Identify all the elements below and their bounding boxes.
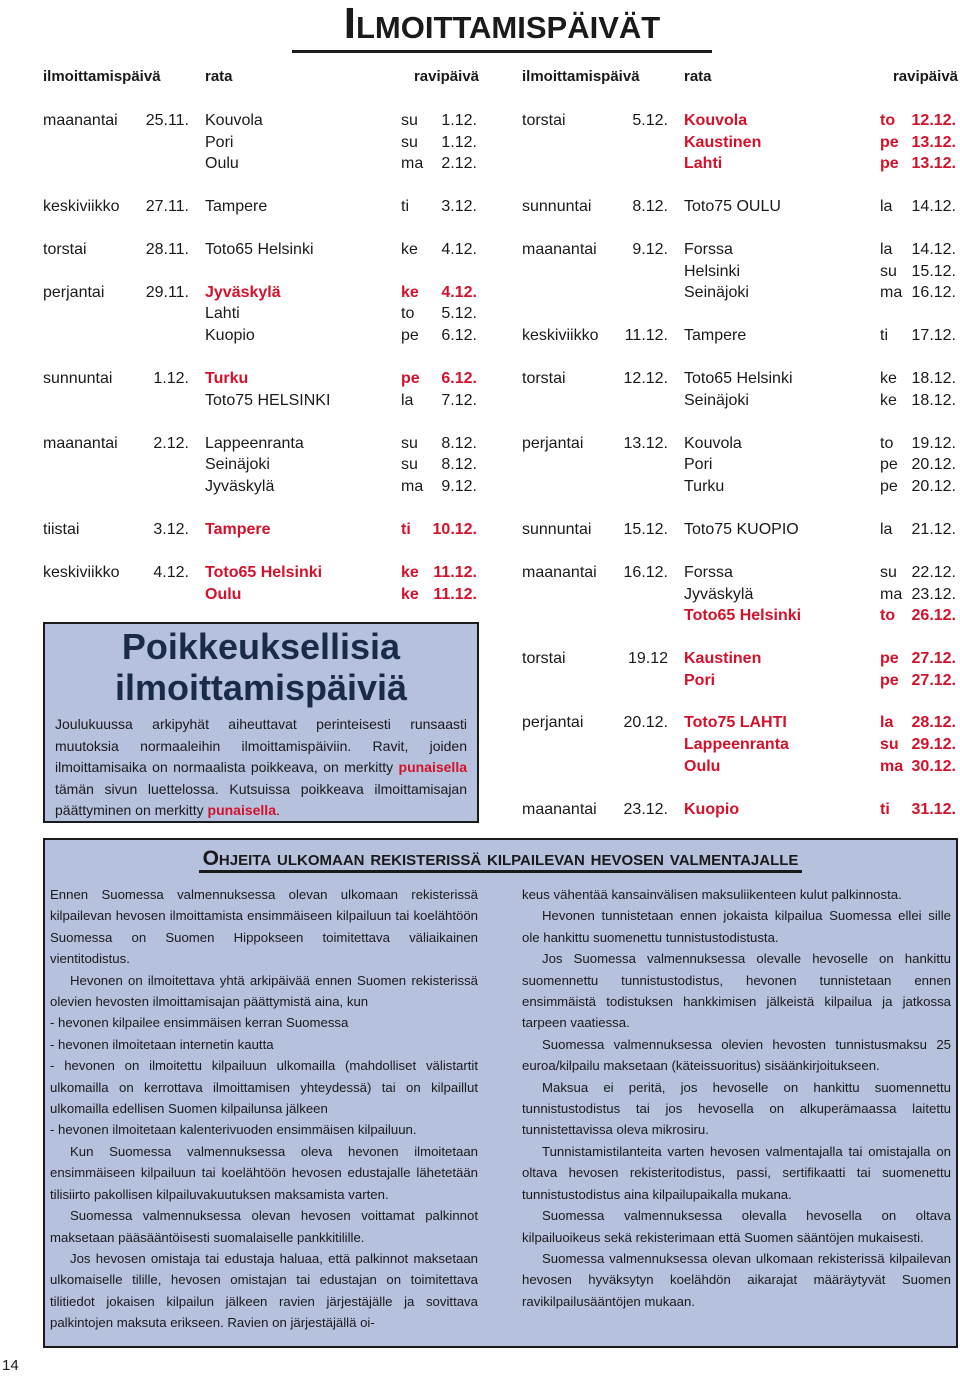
- race-day-cell: su: [880, 564, 897, 581]
- track-cell: Toto65 Helsinki: [684, 607, 802, 624]
- track-cell: Tampere: [205, 521, 271, 538]
- race-day-cell: ke: [880, 392, 897, 409]
- header-reg-day: ilmoittamispäivä: [43, 68, 161, 85]
- track-cell: Oulu: [684, 758, 721, 775]
- race-date-cell: 8.12.: [441, 456, 477, 473]
- track-cell: Forssa: [684, 241, 733, 258]
- notice-text: [55, 714, 467, 822]
- race-date-cell: 27.12.: [911, 650, 956, 667]
- race-day-cell: pe: [880, 478, 898, 495]
- race-date-cell: 13.12.: [911, 134, 956, 151]
- race-date-cell: 16.12.: [911, 284, 956, 301]
- track-cell: Toto65 Helsinki: [205, 564, 323, 581]
- track-cell: Lahti: [684, 155, 723, 172]
- race-day-cell: ke: [880, 370, 897, 387]
- schedule-row: [522, 455, 958, 475]
- race-day-cell: pe: [880, 650, 899, 667]
- track-cell: Toto75 OULU: [684, 198, 781, 215]
- race-date-cell: 8.12.: [441, 435, 477, 452]
- date-cell: 5.12.: [632, 112, 668, 129]
- schedule-row: [522, 197, 958, 217]
- track-cell: Kuopio: [684, 801, 740, 818]
- race-day-cell: ma: [880, 284, 903, 301]
- day-cell: maanantai: [43, 435, 118, 452]
- race-day-cell: pe: [880, 155, 899, 172]
- guide-paragraph: Kun Suomessa valmennuksessa oleva hevonen ilmoitetaan ensimmäiseen kilpailuun tai koelähtöön hevosen edustajalle lähetetään tilisiirto pakollisen kilpailuvakuutuksen maksamista varten.: [50, 1143, 478, 1202]
- schedule-row: [522, 133, 958, 153]
- race-date-cell: 22.12.: [911, 564, 956, 581]
- race-day-cell: to: [401, 305, 415, 322]
- race-date-cell: 23.12.: [911, 586, 956, 603]
- schedule-row: [43, 326, 479, 346]
- schedule-row: [43, 434, 479, 454]
- day-cell: maanantai: [522, 241, 597, 258]
- date-cell: 11.12.: [624, 327, 668, 344]
- page-title: Ilmoittamispäivät: [292, 0, 712, 53]
- guide-paragraph: - hevonen ilmoitetaan kalenterivuoden ensimmäisen kilpailuun.: [50, 1122, 417, 1138]
- race-date-cell: 4.12.: [441, 241, 477, 258]
- race-date-cell: 1.12.: [441, 112, 477, 129]
- day-cell: torstai: [522, 112, 566, 129]
- track-cell: Pori: [684, 456, 713, 473]
- guide-right-column: [522, 884, 951, 1312]
- race-date-cell: 18.12.: [911, 370, 956, 387]
- guide-heading-text: Ohjeita ulkomaan rekisterissä kilpailevan hevosen valmentajalle: [199, 847, 803, 873]
- race-date-cell: 6.12.: [441, 370, 477, 387]
- track-cell: Seinäjoki: [684, 392, 749, 409]
- track-cell: Oulu: [205, 586, 242, 603]
- guide-paragraph: Jos Suomessa valmennuksessa olevalle hevoselle on hankittu suomennettu tunnistustodistus, hevonen tunnistetaan ennen ensimmäistä todistuksen hankkimisen jälkeistä kilpailua ja jatkossa tarpeen vaatiessa.: [522, 951, 951, 1031]
- race-day-cell: pe: [880, 456, 898, 473]
- day-cell: perjantai: [522, 435, 584, 452]
- notice-text-part: .: [275, 802, 280, 818]
- track-cell: Kouvola: [684, 435, 742, 452]
- schedule-row: [522, 391, 958, 411]
- track-cell: Kaustinen: [684, 134, 762, 151]
- race-day-cell: ma: [880, 758, 904, 775]
- track-cell: Kuopio: [205, 327, 255, 344]
- track-cell: Forssa: [684, 564, 733, 581]
- day-cell: maanantai: [43, 112, 118, 129]
- race-date-cell: 21.12.: [911, 521, 956, 538]
- day-cell: sunnuntai: [522, 198, 592, 215]
- race-day-cell: la: [880, 714, 894, 731]
- guide-paragraph: Hevonen on ilmoitettava yhtä arkipäivää ennen Suomen rekisterissä olevien hevosten ilmoittamisajan päättymistä aina, kun: [50, 972, 478, 1010]
- notice-red-word: punaisella: [398, 759, 467, 775]
- header-reg-day: ilmoittamispäivä: [522, 68, 640, 85]
- date-cell: 13.12.: [623, 435, 668, 452]
- race-date-cell: 30.12.: [911, 758, 956, 775]
- race-day-cell: pe: [880, 134, 899, 151]
- race-day-cell: to: [880, 435, 894, 452]
- track-cell: Pori: [684, 672, 716, 689]
- day-cell: maanantai: [522, 801, 597, 818]
- race-date-cell: 5.12.: [441, 305, 477, 322]
- race-date-cell: 3.12.: [441, 198, 477, 215]
- date-cell: 1.12.: [153, 370, 189, 387]
- schedule-row: [43, 563, 479, 583]
- schedule-row: [522, 713, 958, 733]
- date-cell: 3.12.: [153, 521, 189, 538]
- day-cell: keskiviikko: [43, 198, 120, 215]
- race-date-cell: 20.12.: [911, 478, 956, 495]
- page-number: 14: [2, 1357, 19, 1374]
- guide-paragraph: - hevonen on ilmoitettu kilpailuun ulkomailla (mahdolliset välistartit ulkomailla on kerrottava ilmoittamisen yhteydessä) tai on kilpaillut ulkomailla edellisen Suomen kilpailunsa jälkeen: [50, 1058, 478, 1117]
- date-cell: 19.12: [627, 650, 668, 667]
- race-date-cell: 15.12.: [911, 263, 956, 280]
- date-cell: 12.12.: [623, 370, 668, 387]
- race-day-cell: to: [880, 607, 896, 624]
- race-day-cell: la: [880, 241, 893, 258]
- race-date-cell: 6.12.: [441, 327, 477, 344]
- track-cell: Kouvola: [684, 112, 748, 129]
- track-cell: Lappeenranta: [684, 736, 789, 753]
- race-date-cell: 26.12.: [911, 607, 956, 624]
- day-cell: keskiviikko: [43, 564, 120, 581]
- race-date-cell: 11.12.: [433, 564, 477, 581]
- guide-paragraph: keus vähentää kansainvälisen maksuliikenteen kulut palkinnosta.: [522, 887, 902, 902]
- race-date-cell: 14.12.: [911, 241, 956, 258]
- race-date-cell: 12.12.: [911, 112, 956, 129]
- race-day-cell: ti: [401, 198, 409, 215]
- left-column-headers: [43, 64, 479, 90]
- guide-paragraph: Suomessa valmennuksessa olevalla hevosella on oltava kilpailuoikeus sekä rekisterimaan että Suomen sääntöjen mukaisesti.: [522, 1208, 951, 1245]
- date-cell: 27.11.: [145, 198, 189, 215]
- track-cell: Helsinki: [684, 263, 741, 280]
- day-cell: keskiviikko: [522, 327, 599, 344]
- schedule-row: [43, 520, 479, 540]
- race-day-cell: ke: [401, 284, 419, 301]
- race-day-cell: pe: [401, 327, 419, 344]
- guide-paragraph: Maksua ei peritä, jos hevoselle on hankittu suomennettu tunnistustodistus tai jos hevosella on alkuperämaassa laitettu tunnistettavissa oleva mikrosiru.: [522, 1079, 951, 1138]
- guide-paragraph: - hevonen ilmoitetaan internetin kautta: [50, 1036, 274, 1052]
- day-cell: perjantai: [43, 284, 105, 301]
- schedule-row: [522, 520, 958, 540]
- race-day-cell: pe: [401, 370, 420, 387]
- schedule-row: [522, 649, 958, 669]
- right-column-headers: [522, 64, 958, 90]
- date-cell: 23.12.: [623, 801, 668, 818]
- track-cell: Turku: [684, 478, 725, 495]
- day-cell: torstai: [522, 370, 566, 387]
- race-day-cell: su: [401, 435, 418, 452]
- date-cell: 9.12.: [632, 241, 668, 258]
- guide-paragraph: Suomessa valmennuksessa olevan hevosen voittamat palkinnot maksetaan pääsääntöisesti suomalaiselle pankkitilille.: [50, 1208, 478, 1245]
- schedule-row: [522, 434, 958, 454]
- race-day-cell: la: [880, 521, 893, 538]
- guide-left-column: [50, 884, 478, 1334]
- race-day-cell: su: [880, 736, 899, 753]
- track-cell: Toto65 Helsinki: [205, 241, 314, 258]
- schedule-row: [522, 154, 958, 174]
- header-race-day: ravipäivä: [892, 68, 958, 85]
- track-cell: Jyväskylä: [684, 586, 754, 603]
- schedule-row: [43, 197, 479, 217]
- schedule-row: [522, 563, 958, 583]
- race-date-cell: 1.12.: [441, 134, 477, 151]
- schedule-row: [43, 111, 479, 131]
- notice-red-word: punaisella: [207, 802, 276, 818]
- date-cell: 8.12.: [632, 198, 668, 215]
- guide-paragraph: Tunnistamistilanteita varten hevosen valmentajalla tai omistajalla on oltava hevosen rekisteritodistus, passi, sertifikaatti tai suomenettu tunnistustodistus aina kilpailupaikalla mukana.: [522, 1143, 951, 1202]
- guide-paragraph: Suomessa valmennuksessa olevien hevosten tunnistusmaksu 25 euroa/kilpailu maksetaan (käteissuoritus) sisäänkirjoitukseen.: [522, 1036, 951, 1074]
- race-day-cell: ma: [401, 478, 424, 495]
- race-day-cell: ke: [401, 586, 419, 603]
- day-cell: perjantai: [522, 714, 584, 731]
- race-date-cell: 18.12.: [911, 392, 956, 409]
- race-date-cell: 10.12.: [432, 521, 477, 538]
- schedule-row: [43, 455, 479, 475]
- schedule-row: [522, 671, 958, 691]
- schedule-row: [43, 133, 479, 153]
- header-track: rata: [205, 68, 233, 85]
- race-date-cell: 19.12.: [911, 435, 956, 452]
- schedule-row: [522, 111, 958, 131]
- schedule-row: [522, 262, 958, 282]
- track-cell: Lappeenranta: [205, 435, 304, 452]
- schedule-row: [43, 304, 479, 324]
- race-day-cell: ma: [401, 155, 424, 172]
- day-cell: tiistai: [43, 521, 80, 538]
- race-day-cell: su: [880, 263, 897, 280]
- day-cell: torstai: [522, 650, 566, 667]
- notice-text-part: Joulukuussa arkipyhät aiheuttavat perinteisesti runsaasti muutoksia normaaleihin ilmoittamispäiviin. Ravit, joiden ilmoittamisaika on normaalista poikkeava, on merkitty: [55, 716, 467, 775]
- race-date-cell: 28.12.: [911, 714, 956, 731]
- schedule-row: [522, 800, 958, 820]
- track-cell: Seinäjoki: [205, 456, 270, 473]
- track-cell: Kouvola: [205, 112, 263, 129]
- track-cell: Oulu: [205, 155, 239, 172]
- date-cell: 29.11.: [145, 284, 189, 301]
- schedule-row: [522, 283, 958, 303]
- guide-paragraph: - hevonen kilpailee ensimmäisen kerran Suomessa: [50, 1015, 349, 1031]
- date-cell: 20.12.: [623, 714, 668, 731]
- race-day-cell: la: [401, 392, 414, 409]
- track-cell: Turku: [205, 370, 249, 387]
- track-cell: Toto65 Helsinki: [684, 370, 793, 387]
- track-cell: Lahti: [205, 305, 240, 322]
- race-day-cell: su: [401, 112, 418, 129]
- race-day-cell: ke: [401, 241, 418, 258]
- race-date-cell: 17.12.: [911, 327, 956, 344]
- race-date-cell: 11.12.: [433, 586, 477, 603]
- notice-heading-line1: Poikkeuksellisia: [121, 626, 401, 667]
- guide-box: [43, 838, 958, 1348]
- day-cell: sunnuntai: [43, 370, 113, 387]
- race-day-cell: ma: [880, 586, 903, 603]
- race-date-cell: 13.12.: [911, 155, 956, 172]
- header-race-day: ravipäivä: [413, 68, 479, 85]
- track-cell: Pori: [205, 134, 234, 151]
- day-cell: sunnuntai: [522, 521, 592, 538]
- notice-text-part: tämän sivun luettelossa. Kutsuissa poikkeava ilmoittamisajan päättyminen on merkitty: [55, 780, 467, 818]
- race-date-cell: 29.12.: [911, 736, 956, 753]
- guide-paragraph: Suomessa valmennuksessa olevan ulkomaan rekisterissä kilpailevan hevosen hyväksytyn koelähdön aikarajat määräytyvät Suomen ravikilpailusääntöjen mukaan.: [522, 1250, 951, 1309]
- date-cell: 4.12.: [153, 564, 189, 581]
- schedule-row: [522, 606, 958, 626]
- guide-paragraph: Ennen Suomessa valmennuksessa olevan ulkomaan rekisterissä kilpailevan hevosen ilmoittamista ensimmäiseen kilpailuun tai koelähtöön Suomessa on Suomen Hippokseen toimitettava väliaikainen vientitodistus.: [50, 887, 478, 967]
- schedule-row: [43, 477, 479, 497]
- schedule-row: [43, 585, 479, 605]
- guide-paragraph: Hevonen tunnistetaan ennen jokaista kilpailua Suomessa ellei sille ole hankittu suomenettu tunnistustodistusta.: [522, 908, 951, 945]
- header-track: rata: [684, 68, 712, 85]
- day-cell: torstai: [43, 241, 87, 258]
- schedule-row: [43, 283, 479, 303]
- race-day-cell: su: [401, 134, 418, 151]
- race-date-cell: 2.12.: [441, 155, 477, 172]
- date-cell: 15.12.: [623, 521, 668, 538]
- date-cell: 28.11.: [145, 241, 189, 258]
- race-date-cell: 27.12.: [911, 672, 956, 689]
- track-cell: Toto75 KUOPIO: [684, 521, 799, 538]
- race-date-cell: 4.12.: [441, 284, 477, 301]
- race-date-cell: 14.12.: [911, 198, 956, 215]
- race-day-cell: to: [880, 112, 896, 129]
- schedule-row: [43, 391, 479, 411]
- race-date-cell: 20.12.: [911, 456, 956, 473]
- schedule-row: [522, 585, 958, 605]
- track-cell: Jyväskylä: [205, 478, 275, 495]
- race-day-cell: la: [880, 198, 893, 215]
- track-cell: Toto75 HELSINKI: [205, 392, 331, 409]
- race-date-cell: 7.12.: [441, 392, 477, 409]
- schedule-row: [522, 369, 958, 389]
- schedule-row: [43, 240, 479, 260]
- date-cell: 25.11.: [145, 112, 189, 129]
- schedule-row: [522, 240, 958, 260]
- schedule-row: [43, 154, 479, 174]
- schedule-row: [43, 369, 479, 389]
- track-cell: Jyväskylä: [205, 284, 281, 301]
- race-day-cell: ti: [880, 801, 890, 818]
- schedule-row: [522, 735, 958, 755]
- schedule-row: [522, 757, 958, 777]
- track-cell: Toto75 LAHTI: [684, 714, 787, 731]
- race-day-cell: ke: [401, 564, 419, 581]
- date-cell: 16.12.: [623, 564, 668, 581]
- track-cell: Kaustinen: [684, 650, 762, 667]
- track-cell: Seinäjoki: [684, 284, 749, 301]
- guide-heading: [45, 846, 956, 872]
- race-day-cell: ti: [880, 327, 888, 344]
- track-cell: Tampere: [205, 198, 268, 215]
- track-cell: Tampere: [684, 327, 747, 344]
- schedule-row: [522, 326, 958, 346]
- race-date-cell: 31.12.: [911, 801, 956, 818]
- date-cell: 2.12.: [153, 435, 189, 452]
- day-cell: maanantai: [522, 564, 597, 581]
- guide-paragraph: Jos hevosen omistaja tai edustaja haluaa, että palkinnot maksetaan ulkomaiselle tilille, hevosen omistajan tai edustajan on toimitettava tilitiedot jokaisen kilpailun jälkeen ravien järjestäjälle ja sovittava palkintojen maksuta erikseen. Ravien on järjestäjällä oi-: [50, 1250, 478, 1331]
- notice-heading-line2: ilmoittamispäiviä: [114, 667, 408, 708]
- notice-box: [43, 622, 479, 823]
- schedule-row: [522, 477, 958, 497]
- race-date-cell: 9.12.: [441, 478, 477, 495]
- race-day-cell: pe: [880, 672, 899, 689]
- race-day-cell: ti: [401, 521, 411, 538]
- notice-heading: [45, 624, 477, 708]
- race-day-cell: su: [401, 456, 418, 473]
